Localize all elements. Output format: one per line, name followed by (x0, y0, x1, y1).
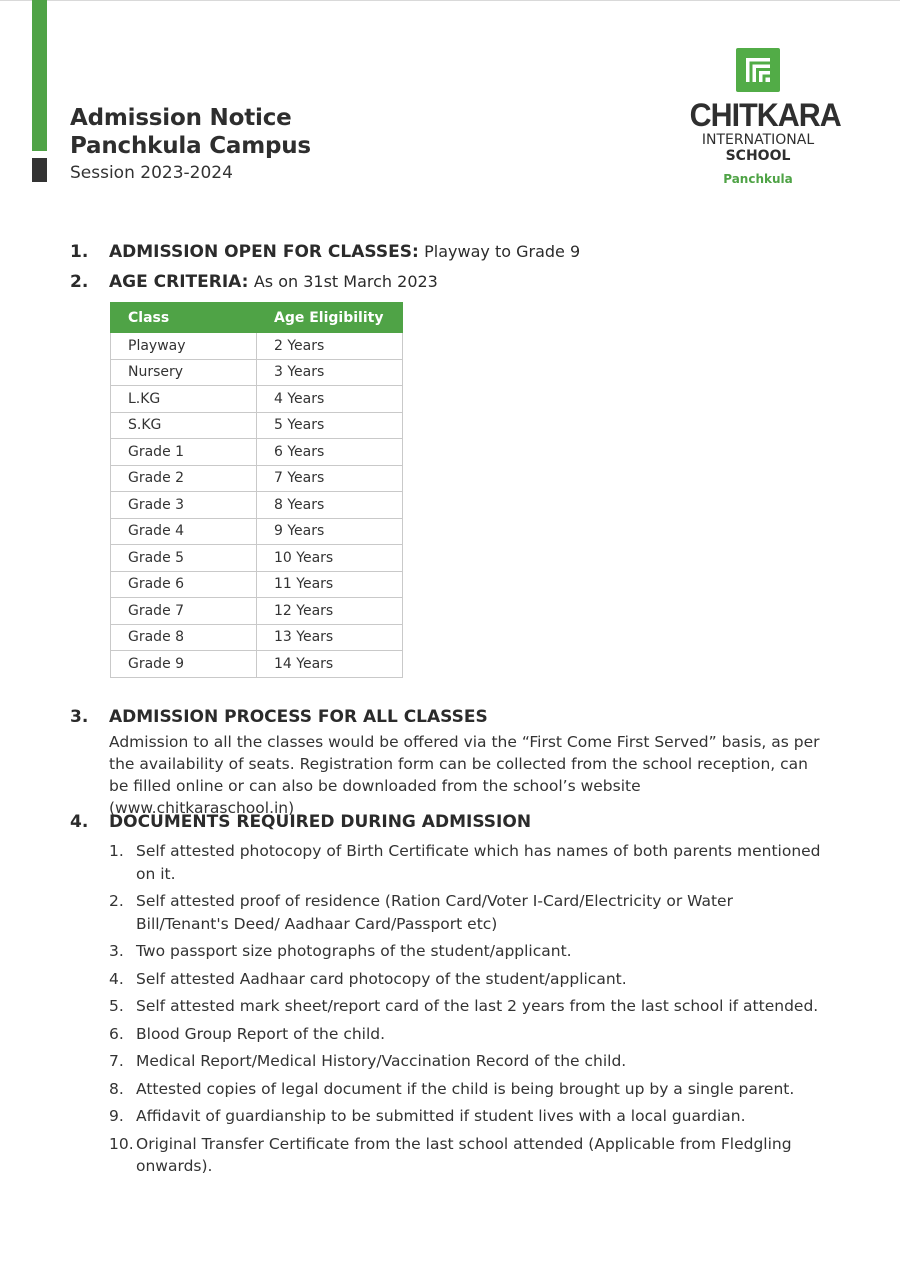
age-cell: 10 Years (257, 545, 403, 572)
class-cell: Grade 5 (111, 545, 257, 572)
list-item (109, 940, 829, 963)
table-row (111, 518, 403, 545)
campus-title: Panchkula Campus (70, 133, 311, 159)
class-cell: Grade 3 (111, 492, 257, 519)
admission-process-text: Admission to all the classes would be offered via the “First Come First Served” basis, as per the availability of seats. Registration form can be collected from the school reception, can be filled online or can also be downloaded from the school’s website (www.chitkaraschool.in) (109, 733, 820, 817)
item-number: 2. (109, 892, 124, 910)
section-admission-open (70, 242, 830, 266)
item-number: 3. (109, 942, 124, 960)
item-text: Two passport size photographs of the student/applicant. (136, 942, 572, 960)
class-cell: S.KG (111, 412, 257, 439)
age-cell: 2 Years (257, 333, 403, 360)
section-heading: ADMISSION OPEN FOR CLASSES: (109, 242, 419, 262)
table-row (111, 571, 403, 598)
section-admission-process (70, 707, 830, 731)
class-cell: Grade 1 (111, 439, 257, 466)
age-cell: 13 Years (257, 624, 403, 651)
accent-bar-dark (32, 158, 47, 182)
list-item (109, 968, 829, 991)
item-text: Original Transfer Certificate from the last school attended (Applicable from Fledgling onwards). (136, 1134, 792, 1175)
section-text: As on 31st March 2023 (253, 272, 438, 291)
item-number: 9. (109, 1107, 124, 1125)
list-item (109, 1105, 829, 1128)
list-item (109, 1133, 829, 1178)
logo-name: CHITKARA (689, 97, 841, 133)
logo-subtitle: INTERNATIONAL (701, 132, 815, 148)
table-row (111, 465, 403, 492)
session-label: Session 2023-2024 (70, 163, 233, 183)
item-number: 1. (109, 842, 124, 860)
age-cell: 5 Years (257, 412, 403, 439)
table-row (111, 651, 403, 678)
item-number: 4. (109, 969, 124, 988)
class-cell: Grade 9 (111, 651, 257, 678)
item-text: Attested copies of legal document if the child is being brought up by a single parent. (136, 1079, 795, 1098)
item-number: 10. (109, 1134, 134, 1153)
age-cell: 11 Years (257, 571, 403, 598)
list-item (109, 1023, 829, 1046)
item-number: 8. (109, 1079, 124, 1098)
section-age-criteria (70, 272, 830, 296)
class-cell: Grade 6 (111, 571, 257, 598)
list-item (109, 1050, 829, 1073)
age-cell: 6 Years (257, 439, 403, 466)
table-row (111, 386, 403, 413)
section-documents (70, 812, 830, 836)
item-number: 7. (109, 1052, 124, 1070)
table-row (111, 333, 403, 360)
age-cell: 12 Years (257, 598, 403, 625)
table-header-row (111, 303, 403, 333)
item-text: Self attested photocopy of Birth Certificate which has names of both parents mentioned on it. (136, 842, 821, 883)
age-cell: 9 Years (257, 518, 403, 545)
table-row (111, 598, 403, 625)
list-item (109, 1078, 829, 1101)
table-row (111, 624, 403, 651)
class-cell: Grade 4 (111, 518, 257, 545)
item-text: Self attested mark sheet/report card of the last 2 years from the last school if attended. (136, 997, 819, 1015)
age-criteria-table (110, 302, 403, 678)
item-text: Medical Report/Medical History/Vaccination Record of the child. (136, 1052, 627, 1070)
school-logo (686, 46, 841, 186)
page-title: Admission Notice (70, 105, 292, 131)
class-cell: Playway (111, 333, 257, 360)
section-heading: AGE CRITERIA: (109, 272, 249, 292)
class-cell: Grade 8 (111, 624, 257, 651)
section-number: 2. (70, 272, 89, 292)
section-number: 3. (70, 707, 89, 727)
section-text: Playway to Grade 9 (424, 242, 581, 261)
top-rule (0, 0, 900, 1)
list-item (109, 995, 829, 1018)
age-cell: 7 Years (257, 465, 403, 492)
class-cell: L.KG (111, 386, 257, 413)
item-text: Self attested proof of residence (Ration Card/Voter I-Card/Electricity or Water Bill/Tenant's Deed/ Aadhaar Card/Passport etc) (136, 892, 733, 933)
class-cell: Nursery (111, 359, 257, 386)
accent-bar-green (32, 0, 47, 151)
table-row (111, 359, 403, 386)
age-cell: 4 Years (257, 386, 403, 413)
section-number: 4. (70, 812, 89, 832)
item-text: Affidavit of guardianship to be submitted if student lives with a local guardian. (136, 1107, 746, 1125)
section-heading: ADMISSION PROCESS FOR ALL CLASSES (109, 707, 488, 727)
age-cell: 8 Years (257, 492, 403, 519)
item-number: 5. (109, 997, 124, 1015)
documents-list (109, 840, 829, 1183)
logo-city: Panchkula (723, 172, 793, 186)
table-row (111, 545, 403, 572)
list-item (109, 840, 829, 885)
list-item (109, 890, 829, 935)
age-cell: 14 Years (257, 651, 403, 678)
item-text: Self attested Aadhaar card photocopy of the student/applicant. (136, 969, 627, 988)
table-row (111, 492, 403, 519)
column-header-age: Age Eligibility (257, 303, 403, 333)
section-number: 1. (70, 242, 89, 262)
column-header-class: Class (111, 303, 257, 333)
age-cell: 3 Years (257, 359, 403, 386)
page-header (70, 104, 311, 185)
item-text: Blood Group Report of the child. (136, 1024, 386, 1043)
class-cell: Grade 7 (111, 598, 257, 625)
section-heading: DOCUMENTS REQUIRED DURING ADMISSION (109, 812, 532, 832)
logo-school: SCHOOL (725, 148, 791, 164)
table-row (111, 412, 403, 439)
item-number: 6. (109, 1024, 124, 1043)
table-row (111, 439, 403, 466)
logo-mark-icon (736, 48, 780, 92)
class-cell: Grade 2 (111, 465, 257, 492)
